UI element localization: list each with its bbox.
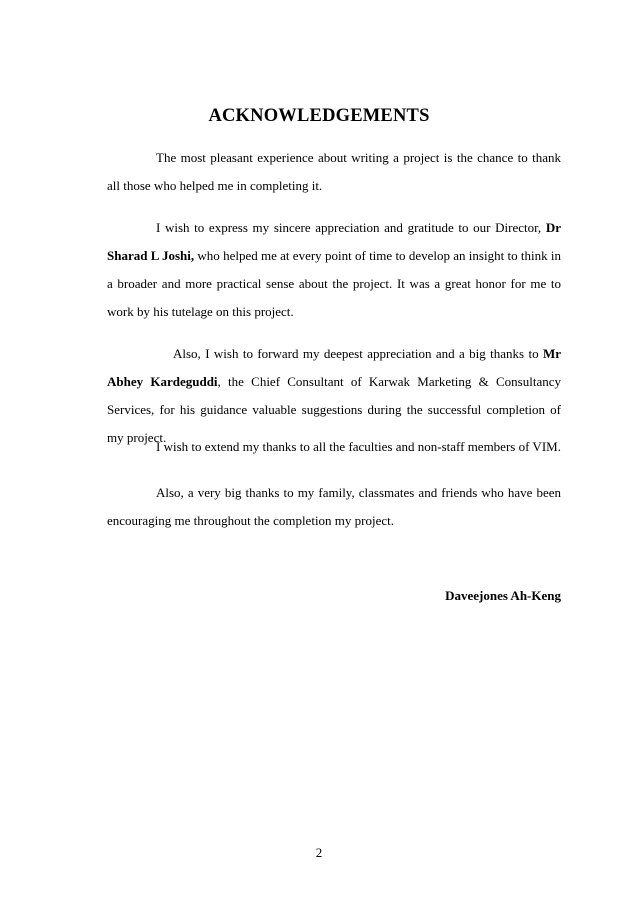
paragraph-faculty-text: I wish to extend my thanks to all the faculties and non-staff members of VIM. (156, 439, 561, 454)
page-number: 2 (315, 845, 323, 860)
director-name: Dr Sharad L Joshi, (107, 220, 561, 263)
page-title: ACKNOWLEDGEMENTS (208, 106, 430, 126)
paragraph-opening (107, 144, 561, 200)
paragraph-director-before: I wish to express my sincere appreciation and gratitude to our Director, (156, 220, 546, 235)
signature-name: Daveejones Ah-Keng (445, 588, 561, 603)
paragraph-consultant-before: Also, I wish to forward my deepest appreciation and a big thanks to (173, 346, 543, 361)
consultant-name: Mr Abhey Kardeguddi (107, 346, 561, 389)
paragraph-family-text: Also, a very big thanks to my family, classmates and friends who have been encouraging me throughout the completion my project. (107, 485, 561, 528)
paragraph-faculty (107, 433, 561, 461)
paragraph-consultant-after: , the Chief Consultant of Karwak Marketing & Consultancy Services, for his guidance valuable suggestions during the successful completion of my project. (107, 374, 561, 445)
paragraph-opening-text: The most pleasant experience about writing a project is the chance to thank all those who helped me in completing it. (107, 150, 561, 193)
paragraph-family (107, 479, 561, 535)
paragraph-director (107, 214, 561, 326)
paragraph-director-after: who helped me at every point of time to develop an insight to think in a broader and more practical sense about the project. It was a great honor for me to work by his tutelage on this project. (107, 248, 561, 319)
